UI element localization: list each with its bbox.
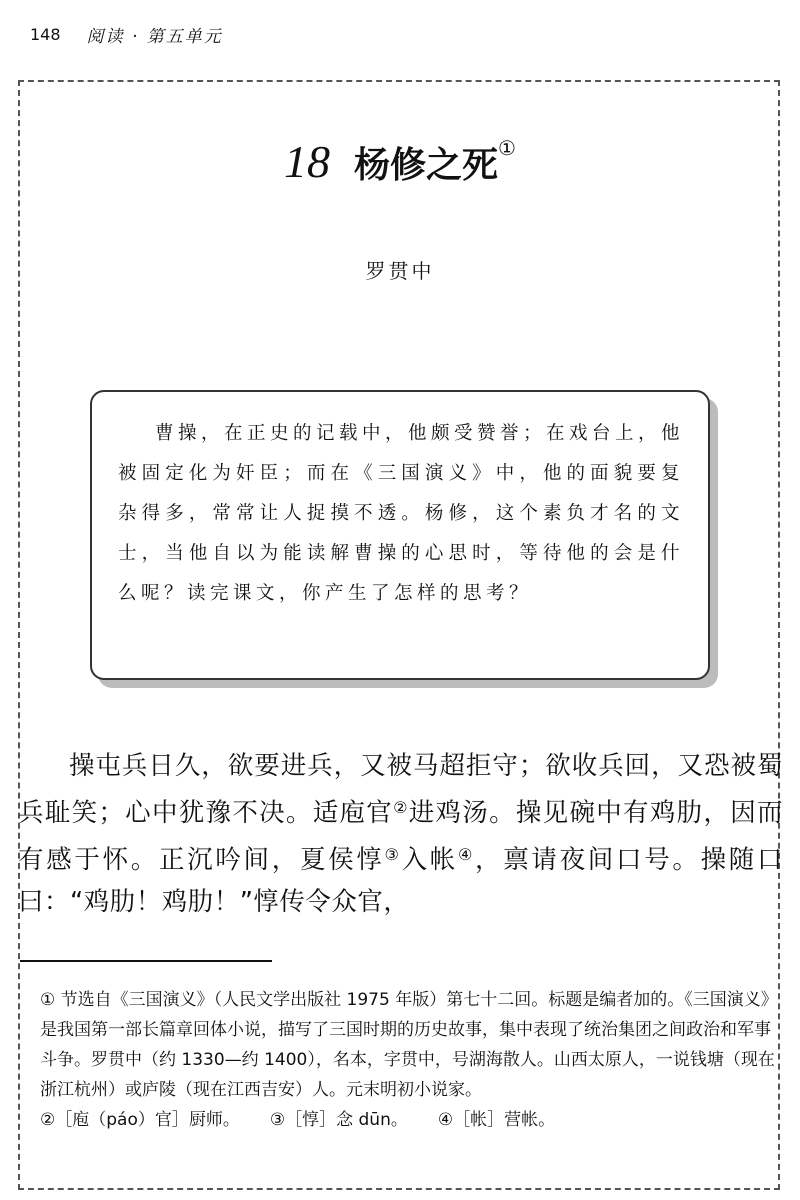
footnote-row xyxy=(40,1105,782,1135)
note-ref-3: ③ xyxy=(384,845,402,864)
title-note-mark: ① xyxy=(498,136,516,160)
author-name: 罗贯中 xyxy=(365,259,435,283)
page-number: 148 xyxy=(30,24,61,44)
footnote-3: ③［惇］念 dūn。 xyxy=(269,1110,408,1130)
body-text-4: ，禀请夜间口号。操随口曰：“鸡肋！鸡肋！”惇传令众官， xyxy=(18,845,783,917)
note-ref-4: ④ xyxy=(457,845,476,864)
footnotes xyxy=(40,985,782,1135)
footnote-4: ④［帐］营帐。 xyxy=(437,1110,556,1130)
lesson-title-text: 杨修之死 xyxy=(354,145,499,186)
body-paragraph xyxy=(18,745,783,923)
intro-box xyxy=(90,390,710,680)
body-text-1: 操屯兵日久，欲要进兵，又被马超拒守；欲收兵回，又恐被蜀兵耻笑；心中犹豫不决。适庖官 xyxy=(18,751,783,828)
footnote-2: ②［庖（páo）官］厨师。 xyxy=(40,1110,240,1130)
footnote-1: ① 节选自《三国演义》（人民文学出版社 1975 年版）第七十二回。标题是编者加的。《三国演义》是我国第一部长篇章回体小说，描写了三国时期的历史故事，集中表现了统治集团之间政治和军事斗争。罗贯中（约 1330—约 1400），名本，字贯中，号湖海散人。山西太原人，一说钱塘（现在浙江杭州）或庐陵（现在江西吉安）人。元末明初小说家。 xyxy=(40,990,778,1100)
page-header xyxy=(30,20,223,48)
note-ref-2: ② xyxy=(393,798,409,817)
body-text-3: 入帐 xyxy=(401,845,458,875)
section-title: 阅读 · 第五单元 xyxy=(86,26,223,47)
footnote-divider xyxy=(20,960,272,962)
lesson-title xyxy=(0,135,800,188)
lesson-number: 18 xyxy=(284,136,331,187)
intro-text: 曹操，在正史的记载中，他颇受赞誉；在戏台上，他被固定化为奸臣；而在《三国演义》中，他的面貌要复杂得多，常常让人捉摸不透。杨修，这个素负才名的文士，当他自以为能读解曹操的心思时，等待他的会是什么呢？读完课文，你产生了怎样的思考？ xyxy=(118,423,685,604)
body-text-2: 进鸡汤。操见碗中有鸡肋，因而有感于怀。正沉吟间，夏侯惇 xyxy=(18,798,783,875)
